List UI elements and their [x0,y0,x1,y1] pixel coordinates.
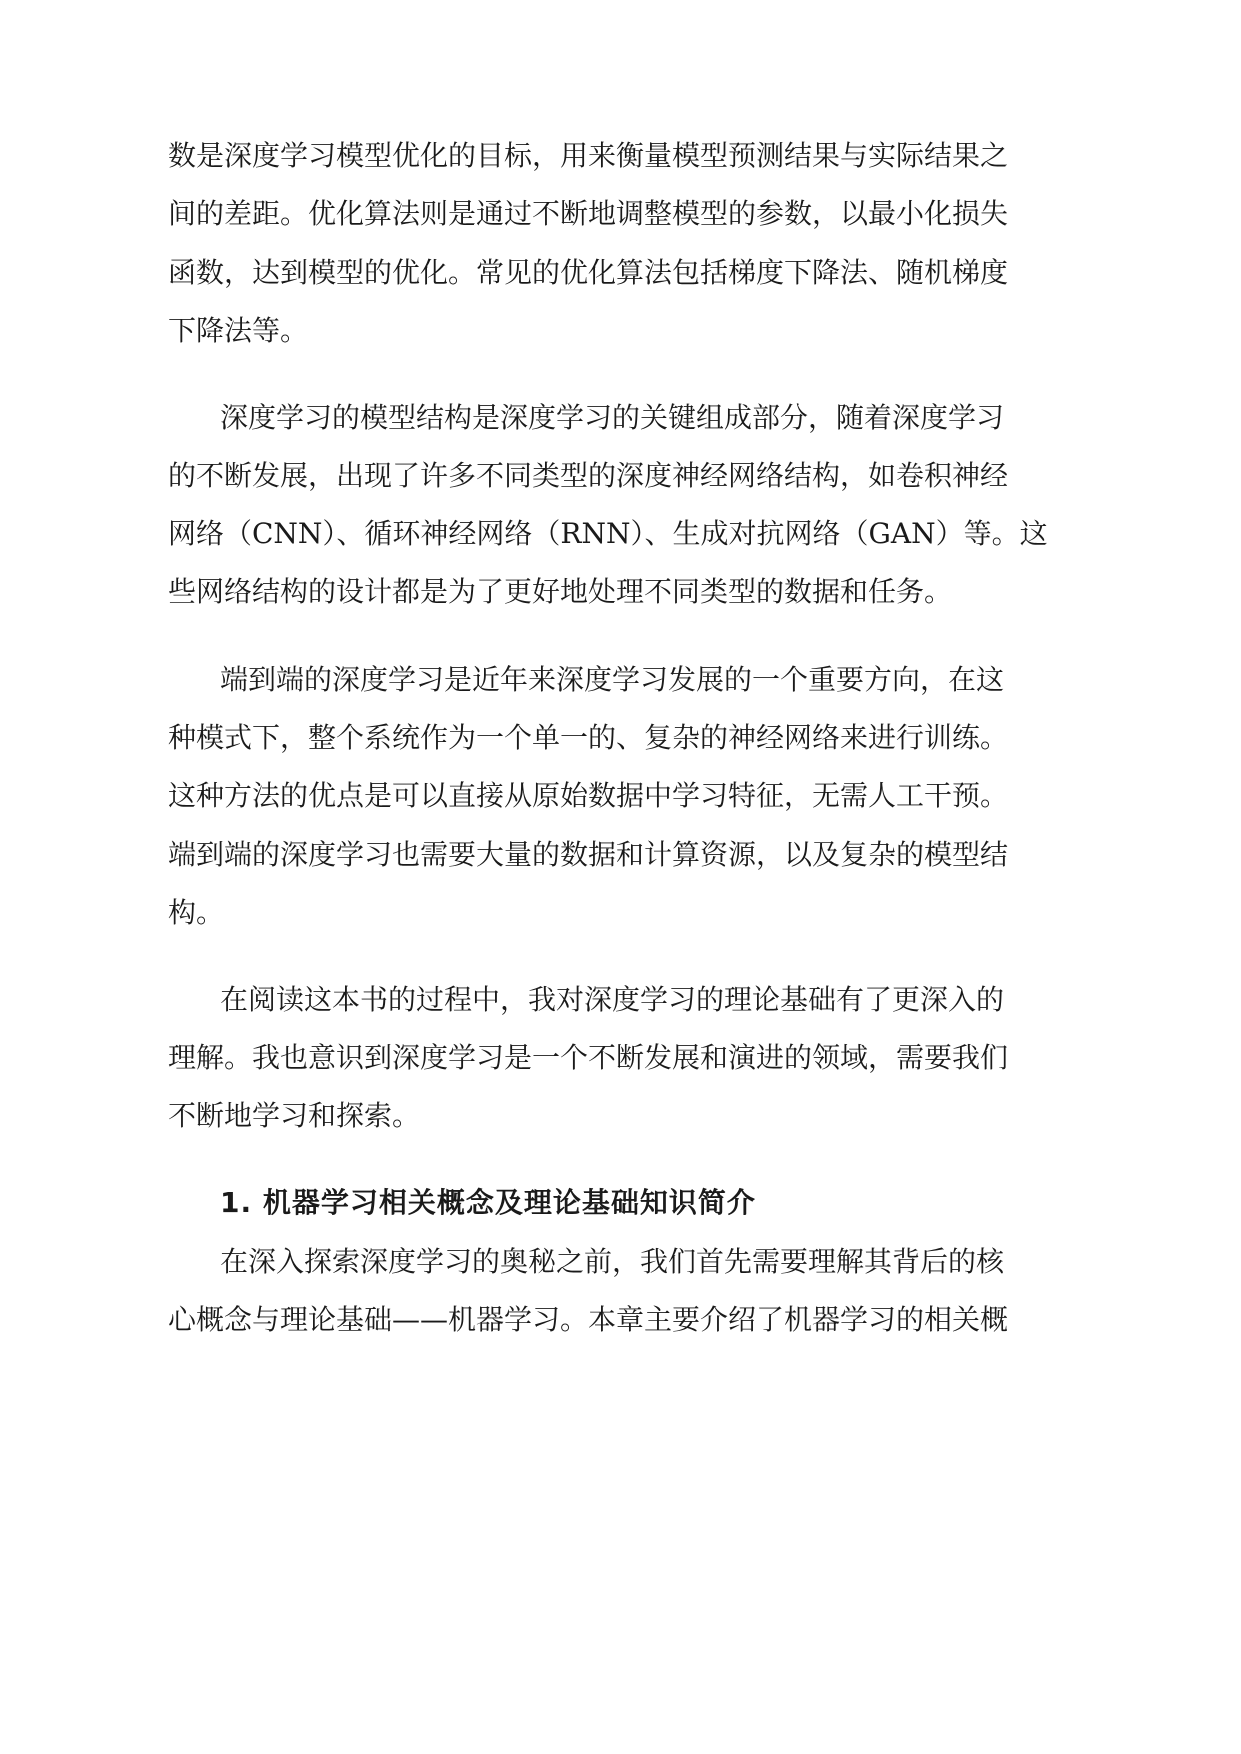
text-line: 些网络结构的设计都是为了更好地处理不同类型的数据和任务。 [168,575,953,608]
paragraph-line [0,835,1241,875]
paragraph-line [0,136,1241,176]
paragraph-line [0,311,1241,351]
section-heading [0,1183,1241,1223]
paragraph-line [0,893,1241,933]
paragraph-line [0,456,1241,496]
paragraph-line [0,980,1241,1020]
paragraph-line [0,194,1241,234]
text-line: 数是深度学习模型优化的目标，用来衡量模型预测结果与实际结果之 [168,139,1009,172]
text-line: 这种方法的优点是可以直接从原始数据中学习特征，无需人工干预。 [168,779,1009,812]
paragraph-line [0,718,1241,758]
paragraph-line [0,1096,1241,1136]
text-line: 端到端的深度学习是近年来深度学习发展的一个重要方向，在这 [220,663,1005,696]
text-line: 下降法等。 [168,314,309,347]
paragraph-line [0,1242,1241,1282]
paragraph-line [0,1038,1241,1078]
section-heading-text: 1. 机器学习相关概念及理论基础知识简介 [220,1186,756,1219]
text-line: 间的差距。优化算法则是通过不断地调整模型的参数，以最小化损失 [168,197,1009,230]
paragraph-line [0,776,1241,816]
text-line: 不断地学习和探索。 [168,1099,421,1132]
paragraph-line [0,514,1241,554]
paragraph-line [0,572,1241,612]
text-line: 深度学习的模型结构是深度学习的关键组成部分，随着深度学习 [220,401,1005,434]
text-line: 心概念与理论基础——机器学习。本章主要介绍了机器学习的相关概 [168,1303,1009,1336]
text-line: 理解。我也意识到深度学习是一个不断发展和演进的领域，需要我们 [168,1041,1009,1074]
text-line: 函数，达到模型的优化。常见的优化算法包括梯度下降法、随机梯度 [168,256,1009,289]
text-line: 在阅读这本书的过程中，我对深度学习的理论基础有了更深入的 [220,983,1005,1016]
text-line: 在深入探索深度学习的奥秘之前，我们首先需要理解其背后的核 [220,1245,1005,1278]
text-line: 的不断发展，出现了许多不同类型的深度神经网络结构，如卷积神经 [168,459,1009,492]
text-line: 种模式下，整个系统作为一个单一的、复杂的神经网络来进行训练。 [168,721,1009,754]
paragraph-line [0,1300,1241,1340]
paragraph-line [0,398,1241,438]
paragraph-line [0,253,1241,293]
text-line: 网络（CNN）、循环神经网络（RNN）、生成对抗网络（GAN）等。这 [168,517,1048,550]
paragraph-line [0,660,1241,700]
text-line: 端到端的深度学习也需要大量的数据和计算资源，以及复杂的模型结 [168,838,1009,871]
text-line: 构。 [168,896,225,929]
